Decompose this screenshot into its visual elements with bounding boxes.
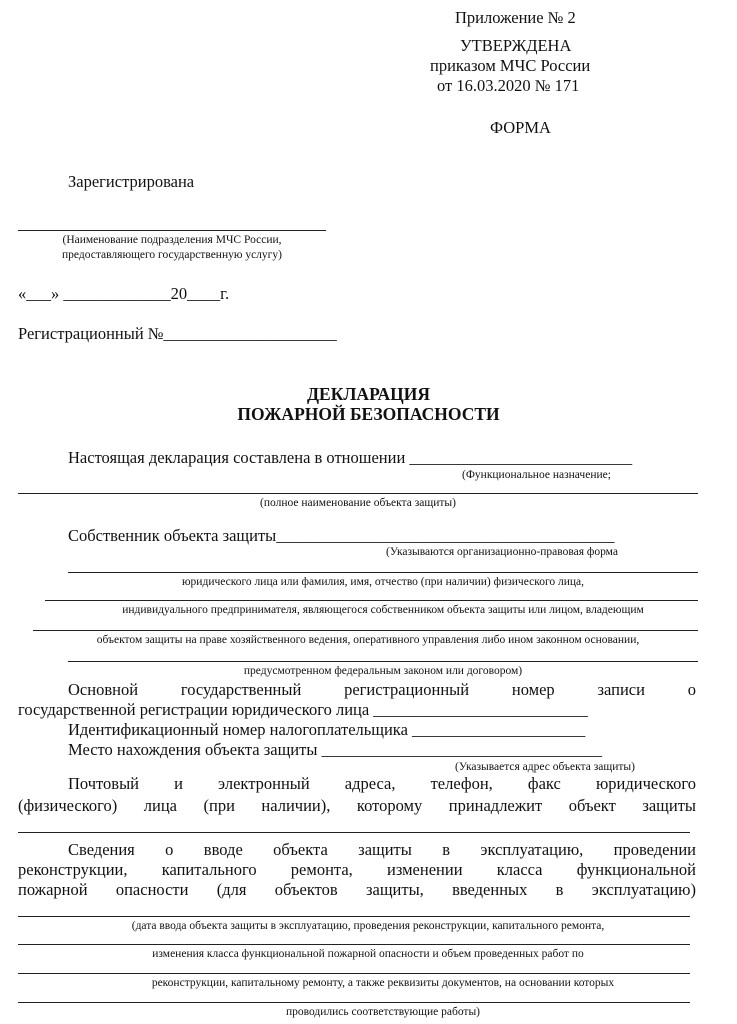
- commission-blank-line-3: [18, 973, 690, 974]
- dept-caption-1: (Наименование подразделения МЧС России,: [62, 234, 282, 246]
- owner-caption-5: предусмотренном федеральным законом или договором): [243, 665, 523, 677]
- form-label: ФОРМА: [490, 118, 551, 137]
- commission-caption-1: (дата ввода объекта защиты в эксплуатацию, проведения реконструкции, капитального ремонта,: [131, 920, 605, 932]
- approved-label: УТВЕРЖДЕНА: [460, 36, 572, 55]
- document-subtitle: ПОЖАРНОЙ БЕЗОПАСНОСТИ: [237, 404, 500, 424]
- owner-caption-4: объектом защиты на праве хозяйственного ведения, оперативного управления либо ином законном основании,: [96, 634, 640, 646]
- dept-caption-2: предоставляющего государственную услугу): [62, 249, 282, 261]
- postal-line-2: (физического) лица (при наличии), которому принадлежит объект защиты: [18, 796, 696, 815]
- commission-caption-2: изменения класса функциональной пожарной опасности и объем проведенных работ по: [152, 948, 584, 960]
- document-title: ДЕКЛАРАЦИЯ: [306, 384, 431, 404]
- owner-caption-1: (Указываются организационно-правовая форма: [386, 546, 618, 558]
- order-reference: приказом МЧС России: [430, 56, 591, 75]
- full-name-line: [18, 493, 698, 494]
- dept-name-line: [18, 230, 326, 231]
- owner-line-3: [45, 600, 698, 601]
- location-caption: (Указывается адрес объекта защиты): [455, 761, 635, 773]
- owner-caption-3: индивидуального предпринимателя, являющегося собственником объекта защиты или лицом, владеющим: [122, 604, 644, 616]
- owner-line: Собственник объекта защиты_________________________________________: [68, 526, 615, 545]
- commission-line-2: реконструкции, капитального ремонта, изменении класса функциональной: [18, 860, 696, 879]
- owner-line-5: [68, 661, 698, 662]
- commission-blank-line-1: [18, 916, 690, 917]
- commission-caption-3: реконструкции, капитальному ремонту, а также реквизиты документов, на основании которых: [151, 977, 615, 989]
- commission-line-3: пожарной опасности (для объектов защиты, введенных в эксплуатацию): [18, 880, 696, 899]
- commission-blank-line-4: [18, 1002, 690, 1003]
- inn-line: Идентификационный номер налогоплательщика _____________________: [68, 720, 586, 739]
- owner-line-4: [33, 630, 698, 631]
- appendix-number: Приложение № 2: [455, 8, 576, 27]
- commission-line-1: Сведения о вводе объекта защиты в эксплуатацию, проведении: [68, 840, 696, 859]
- owner-line-2: [68, 572, 698, 573]
- registration-number: Регистрационный №_____________________: [18, 324, 337, 343]
- postal-line-1: Почтовый и электронный адреса, телефон, факс юридического: [68, 774, 696, 793]
- commission-caption-4: проводились соответствующие работы): [285, 1006, 481, 1018]
- compiled-for-line: Настоящая декларация составлена в отношении ___________________________: [68, 448, 633, 467]
- ogrn-line-1: Основной государственный регистрационный номер записи о: [68, 680, 696, 699]
- location-line: Место нахождения объекта защиты __________________________________: [68, 740, 603, 759]
- order-date: от 16.03.2020 № 171: [437, 76, 580, 95]
- postal-blank-line: [18, 832, 690, 833]
- registered-label: Зарегистрирована: [68, 172, 195, 191]
- ogrn-line-2: государственной регистрации юридического лица __________________________: [18, 700, 588, 719]
- full-name-caption: (полное наименование объекта защиты): [260, 497, 456, 509]
- compiled-for-caption: (Функциональное назначение;: [462, 469, 611, 481]
- registration-date-line: «___» _____________20____г.: [18, 284, 230, 303]
- owner-caption-2: юридического лица или фамилия, имя, отчество (при наличии) физического лица,: [181, 576, 585, 588]
- commission-blank-line-2: [18, 944, 690, 945]
